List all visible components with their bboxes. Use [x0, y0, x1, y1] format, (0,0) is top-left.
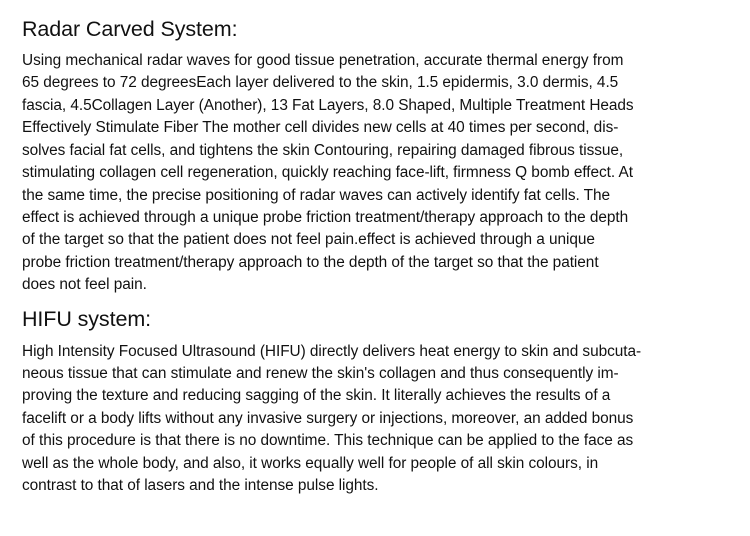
section-title-hifu: HIFU system: — [22, 307, 151, 331]
paragraph-line: Using mechanical radar waves for good tissue penetration, accurate thermal energy from — [22, 52, 624, 69]
paragraph-line: the same time, the precise positioning of radar waves can actively identify fat cells. The — [22, 187, 611, 204]
paragraph-line: effect is achieved through a unique probe friction treatment/therapy approach to the depth — [22, 209, 629, 226]
paragraph-line: proving the texture and reducing sagging of the skin. It literally achieves the results of a — [22, 387, 611, 404]
paragraph-line: well as the whole body, and also, it works equally well for people of all skin colours, in — [22, 455, 599, 472]
paragraph-line: fascia, 4.5Collagen Layer (Another), 13 Fat Layers, 8.0 Shaped, Multiple Treatment Heads — [22, 97, 634, 114]
section-title-radar: Radar Carved System: — [22, 17, 238, 41]
paragraph-line: Effectively Stimulate Fiber The mother cell divides new cells at 40 times per second, dis- — [22, 119, 619, 136]
paragraph-line: solves facial fat cells, and tightens the skin Contouring, repairing damaged fibrous tissue, — [22, 142, 624, 159]
paragraph-line: of this procedure is that there is no downtime. This technique can be applied to the face as — [22, 432, 634, 449]
paragraph-line: neous tissue that can stimulate and renew the skin's collagen and thus consequently im- — [22, 365, 619, 382]
paragraph-line: probe friction treatment/therapy approach to the depth of the target so that the patient — [22, 254, 599, 271]
paragraph-line: of the target so that the patient does not feel pain.effect is achieved through a unique — [22, 231, 595, 248]
paragraph-line: stimulating collagen cell regeneration, quickly reaching face-lift, firmness Q bomb effect. At — [22, 164, 633, 181]
paragraph-line: High Intensity Focused Ultrasound (HIFU) directly delivers heat energy to skin and subcuta- — [22, 343, 642, 360]
paragraph-line: facelift or a body lifts without any invasive surgery or injections, moreover, an added bonus — [22, 410, 634, 427]
paragraph-line: contrast to that of lasers and the intense pulse lights. — [22, 477, 379, 494]
paragraph-line: does not feel pain. — [22, 276, 147, 293]
paragraph-line: 65 degrees to 72 degreesEach layer delivered to the skin, 1.5 epidermis, 3.0 dermis, 4.5 — [22, 74, 619, 91]
